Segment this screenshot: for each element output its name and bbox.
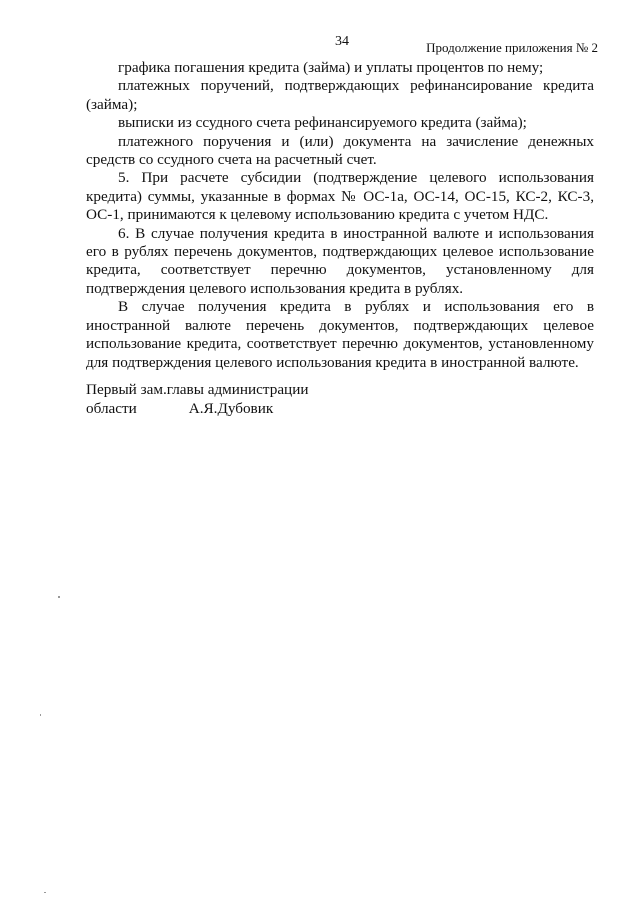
paragraph: 5. При расчете субсидии (подтверждение целевого использования кредита) суммы, указанные в формах № ОС-1а, ОС-14, ОС-15, КС-2, КС-3, ОС-1, принимаются к целевому использованию кредита с учетом НДС. <box>86 169 594 224</box>
continuation-header: Продолжение приложения № 2 <box>426 40 598 55</box>
document-body <box>86 59 594 372</box>
scan-speck <box>58 596 60 598</box>
paragraph: платежных поручений, подтверждающих рефинансирование кредита (займа); <box>86 77 594 113</box>
page-number: 34 <box>335 34 349 49</box>
paragraph: 6. В случае получения кредита в иностранной валюте и использования его в рублях перечень документов, подтверждающих целевое использование кредита, соответствует перечню документов, установленному для подтверждения целевого использования кредита в рублях. <box>86 224 594 297</box>
paragraph: графика погашения кредита (займа) и уплаты процентов по нему; <box>118 59 544 76</box>
signer-position-region: области <box>86 400 137 417</box>
signer-name: А.Я.Дубовик <box>188 400 274 417</box>
signer-position: Первый зам.главы администрации <box>86 381 309 398</box>
signature-block <box>86 380 308 418</box>
signer-line <box>86 399 308 418</box>
scan-speck <box>40 714 41 716</box>
scan-speck <box>44 892 46 893</box>
paragraph: выписки из ссудного счета рефинансируемого кредита (займа); <box>118 114 527 132</box>
paragraph: платежного поручения и (или) документа на зачисление денежных средств со ссудного счета на расчетный счет. <box>86 132 594 169</box>
paragraph: В случае получения кредита в рублях и использования его в иностранной валюте перечень документов, подтверждающих целевое использование кредита, соответствует перечню документов, установленному для подтверждения целевого использования кредита в иностранной валюте. <box>86 298 594 371</box>
